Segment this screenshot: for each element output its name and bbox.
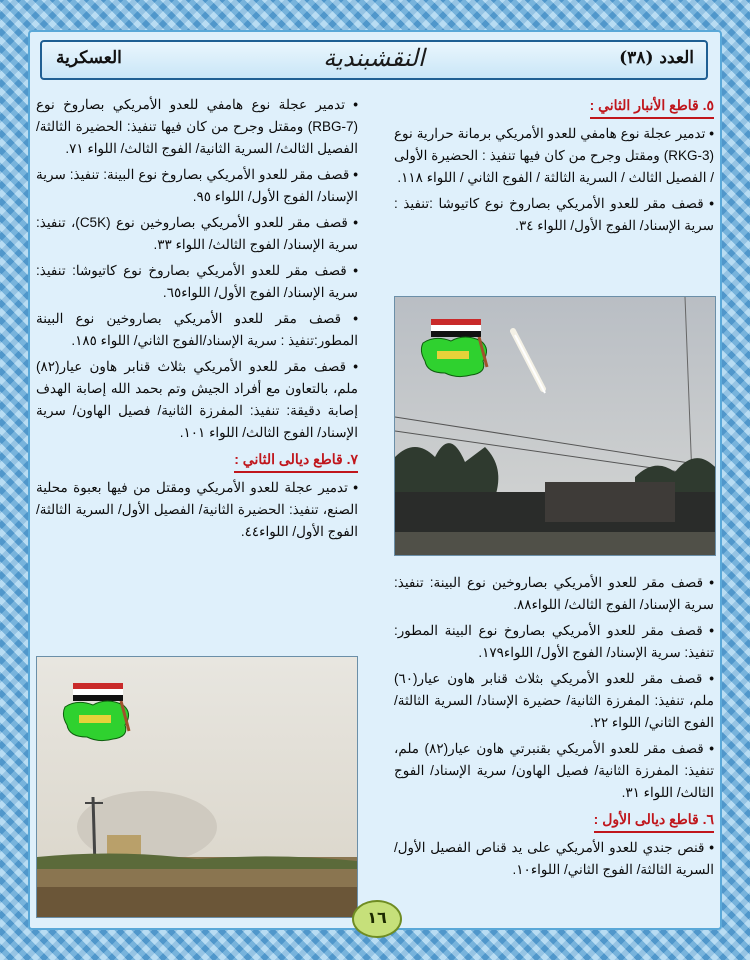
list-item: • قصف مقر للعدو الأمريكي بصاروخ نوع البينة: تنفيذ: سرية الإسناد/ الفوج الأول/ اللواء ٩٥. [36,164,358,208]
list-item: • قصف مقر للعدو الأمريكي بصاروخ نوع كاتيوشا :تنفيذ : سرية الإسناد/ الفوج الأول/ اللواء ٣٤. [394,193,714,237]
field-photo [36,656,358,918]
section-name: العسكرية [56,48,122,68]
list-item: • قصف مقر للعدو الأمريكي بصاروخين نوع البينة المطور:تنفيذ : سرية الإسناد/الفوج الثاني/ اللواء ١٨٥. [36,308,358,352]
list-item: • قنص جندي للعدو الأمريكي على يد قناص الفصيل الأول/ السرية الثالثة/ الفوج الثاني/ اللواء١٠. [394,837,714,881]
right-column-bottom [394,572,714,885]
right-column-top [394,94,714,241]
publication-title: النقشبندية [323,44,425,72]
section-heading-anbar-2: ٥. قاطع الأنبار الثاني : [590,94,714,119]
list-item: • قصف مقر للعدو الأمريكي بصاروخ نوع البينة المطور: تنفيذ: سرية الإسناد/ الفوج الأول/ اللواء١٧٩. [394,620,714,664]
list-item: • قصف مقر للعدو الأمريكي بصاروخين نوع (C5K)، تنفيذ: سرية الإسناد/ الفوج الثالث/ اللواء ٣٣. [36,212,358,256]
page-header [40,40,708,80]
list-item: • قصف مقر للعدو الأمريكي بثلاث قنابر هاون عيار(٨٢) ملم، بالتعاون مع أفراد الجيش وتم بحمد الله إصابة الهدف إصابة دقيقة: تنفيذ: المفرزة الثانية/ فصيل الهاون/ سرية الإسناد/ الفوج الثالث/ اللواء ١٠١. [36,356,358,444]
list-item: • تدمير عجلة نوع هامفي للعدو الأمريكي بصاروخ نوع (RBG-7) ومقتل وجرح من كان فيها تنفيذ: الحضيرة الثالثة/ الفصيل الثالث/ السرية الثانية/ الفوج الثالث/ اللواء ٧١. [36,94,358,160]
list-item: • قصف مقر للعدو الأمريكي بثلاث قنابر هاون عيار(٦٠) ملم، تنفيذ: المفرزة الثانية/ حضيرة الإسناد/ السرية الثالثة/ الفوج الثاني/ اللواء ٢٢. [394,668,714,734]
section-heading-diyala-2: ٧. قاطع ديالى الثاني : [234,448,358,473]
section-heading-diyala-1: ٦. قاطع ديالى الأول : [594,808,714,833]
organization-logo [417,317,495,381]
list-item: • قصف مقر للعدو الأمريكي بصاروخ نوع كاتيوشا: تنفيذ: سرية الإسناد/ الفوج الأول/ اللواء٦٥. [36,260,358,304]
left-column [36,94,358,547]
page-number: ١٦ [352,900,402,938]
rocket-launch-photo [394,296,716,556]
list-item: • تدمير عجلة للعدو الأمريكي ومقتل من فيها بعبوة محلية الصنع، تنفيذ: الحضيرة الثانية/ الفصيل الأول/ السرية الثالثة/ الفوج الأول/ اللواء٤٤. [36,477,358,543]
list-item: • قصف مقر للعدو الأمريكي بصاروخين نوع البينة: تنفيذ: سرية الإسناد/ الفوج الثالث/ اللواء٨٨. [394,572,714,616]
issue-number: العدد (٣٨) [619,48,694,68]
organization-logo [59,681,137,745]
list-item: • تدمير عجلة نوع هامفي للعدو الأمريكي برمانة حرارية نوع (RKG-3) ومقتل وجرح من كان فيها تنفيذ : الحضيرة الأولى / الفصيل الثالث / السرية الثالثة / الفوج الثاني / اللواء ١١٨. [394,123,714,189]
list-item: • قصف مقر للعدو الأمريكي بقنبرتي هاون عيار(٨٢) ملم، تنفيذ: المفرزة الثانية/ فصيل الهاون/ سرية الإسناد/ الفوج الثالث/ اللواء ٣١. [394,738,714,804]
